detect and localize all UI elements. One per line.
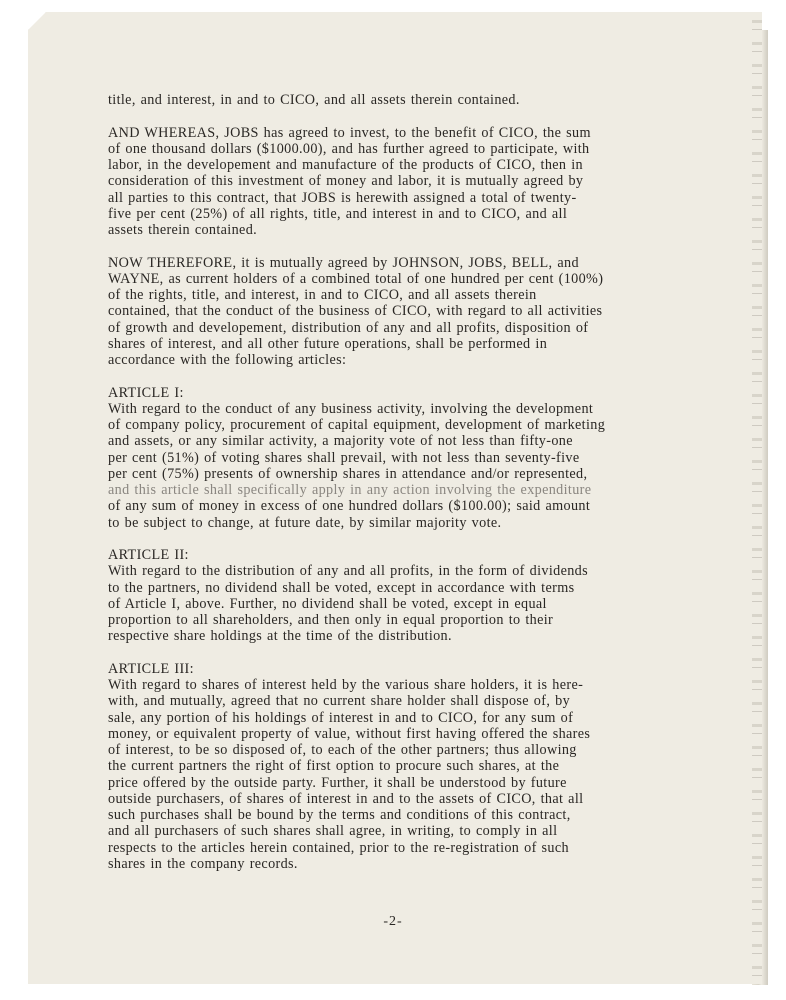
text-line: consideration of this investment of money and labor, it is mutually agreed by [108, 173, 584, 190]
text-line: to be subject to change, at future date, by similar majority vote. [108, 514, 502, 531]
text-line: proportion to all shareholders, and then only in equal proportion to their [108, 612, 554, 628]
text-line: and assets, or any similar activity, a majority vote of not less than fifty-one [108, 433, 573, 450]
text-line: money, or equivalent property of value, without first having offered the shares [108, 725, 591, 742]
text-line: per cent (75%) presents of ownership shares in attendance and/or represented, [108, 465, 588, 482]
paragraph [108, 547, 728, 645]
text-line: five per cent (25%) of all rights, title, and interest in and to CICO, and all [108, 205, 568, 222]
text-line: of growth and developement, distribution of any and all profits, disposition of [108, 319, 589, 336]
paragraph [108, 125, 728, 239]
text-line: With regard to the conduct of any business activity, involving the development [108, 400, 594, 417]
text-line: of Article I, above. Further, no dividend shall be voted, except in equal [108, 595, 547, 612]
text-line: respective share holdings at the time of the distribution. [108, 628, 452, 645]
text-line: assets therein contained. [108, 222, 258, 238]
text-line: and this article shall specifically apply in any action involving the expenditure [108, 482, 592, 498]
article-heading: ARTICLE II: [108, 547, 189, 563]
text-line: NOW THEREFORE, it is mutually agreed by JOHNSON, JOBS, BELL, and [108, 254, 579, 271]
text-line: of company policy, procurement of capital equipment, development of marketing [108, 417, 606, 433]
paragraph [108, 385, 728, 531]
text-line: labor, in the developement and manufacture of the products of CICO, then in [108, 157, 583, 173]
article-heading: ARTICLE I: [108, 384, 184, 401]
text-line: AND WHEREAS, JOBS has agreed to invest, to the benefit of CICO, the sum [108, 124, 591, 141]
paragraph [108, 92, 728, 108]
text-line: With regard to shares of interest held by the various share holders, it is here- [108, 677, 584, 693]
text-line: outside purchasers, of shares of interest in and to the assets of CICO, that all [108, 790, 584, 807]
text-line: the current partners the right of first option to procure such shares, at the [108, 758, 560, 775]
text-line: of the rights, title, and interest, in and to CICO, and all assets therein [108, 287, 537, 303]
text-line: to the partners, no dividend shall be voted, except in accordance with terms [108, 579, 575, 596]
article-heading: ARTICLE III: [108, 660, 194, 677]
text-line: sale, any portion of his holdings of interest in and to CICO, for any sum of [108, 709, 574, 726]
text-line: title, and interest, in and to CICO, and all assets therein contained. [108, 92, 520, 108]
text-line: With regard to the distribution of any and all profits, in the form of dividends [108, 563, 588, 580]
text-line: such purchases shall be bound by the terms and conditions of this contract, [108, 807, 571, 823]
text-line: contained, that the conduct of the business of CICO, with regard to all activities [108, 303, 603, 320]
text-line: of interest, to be so disposed of, to each of the other partners; thus allowing [108, 742, 577, 758]
text-line: of any sum of money in excess of one hundred dollars ($100.00); said amount [108, 498, 591, 515]
text-line: all parties to this contract, that JOBS is herewith assigned a total of twenty- [108, 189, 577, 206]
page-number: -2- [383, 914, 403, 929]
text-line: of one thousand dollars ($1000.00), and has further agreed to participate, with [108, 140, 590, 157]
text-line: shares of interest, and all other future operations, shall be performed in [108, 335, 548, 352]
text-line: per cent (51%) of voting shares shall prevail, with not less than seventy-five [108, 449, 580, 466]
paragraph [108, 255, 728, 369]
text-line: price offered by the outside party. Further, it shall be understood by future [108, 774, 567, 791]
text-line: and all purchasers of such shares shall agree, in writing, to comply in all [108, 823, 558, 840]
text-line: with, and mutually, agreed that no current share holder shall dispose of, by [108, 693, 571, 710]
text-line: shares in the company records. [108, 855, 298, 872]
page-edge-shadow [752, 20, 762, 980]
paragraph [108, 661, 728, 872]
text-line: accordance with the following articles: [108, 352, 347, 368]
document-body [108, 92, 728, 888]
text-line: WAYNE, as current holders of a combined total of one hundred per cent (100%) [108, 270, 604, 287]
text-line: respects to the articles herein contained, prior to the re-registration of such [108, 839, 569, 856]
